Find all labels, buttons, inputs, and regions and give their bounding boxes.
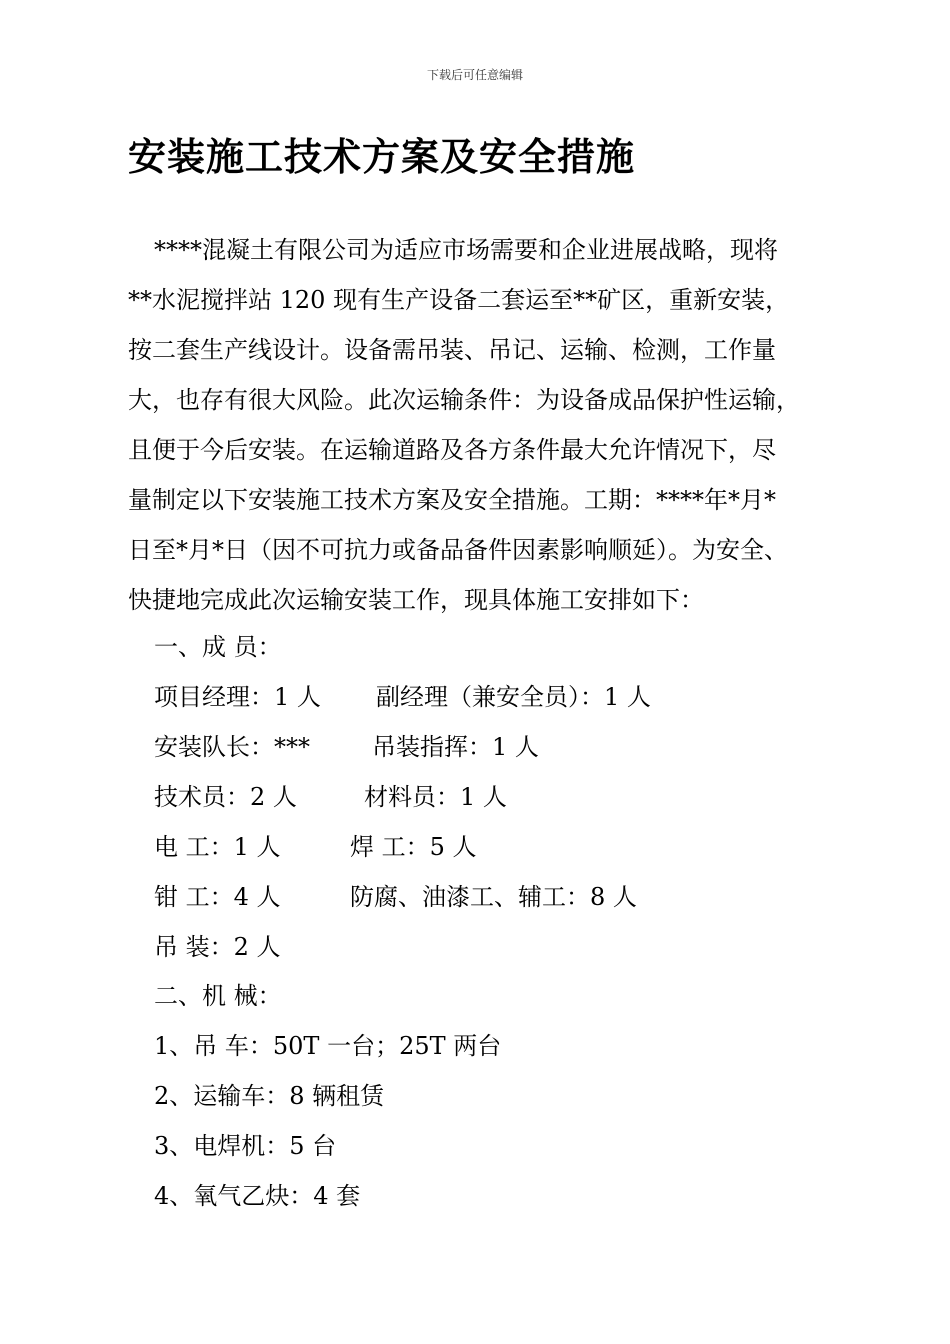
intro-line: 量制定以下安装施工技术方案及安全措施。工期：****年*月* (128, 486, 776, 514)
intro-line: **水泥搅拌站 120 现有生产设备二套运至**矿区，重新安装， (128, 286, 790, 314)
member-row (154, 722, 651, 772)
member-left: 技术员：2 人 (154, 783, 297, 811)
member-row (154, 872, 651, 922)
machinery-item: 2、运输车：8 辆租赁 (154, 1082, 385, 1110)
intro-paragraph (128, 225, 838, 625)
members-section (154, 622, 651, 972)
intro-line: 快捷地完成此次运输安装工作，现具体施工安排如下： (128, 586, 704, 614)
member-left: 安装队长：*** (154, 733, 310, 761)
intro-line: 且便于今后安装。在运输道路及各方条件最大允许情况下，尽 (128, 436, 776, 464)
machinery-item: 3、电焊机：5 台 (154, 1132, 337, 1160)
member-right: 吊装指挥：1 人 (372, 733, 539, 761)
member-row (154, 772, 651, 822)
member-row (154, 922, 651, 972)
members-heading: 一、成 员： (154, 633, 282, 661)
intro-line: ****混凝土有限公司为适应市场需要和企业进展战略，现将 (154, 236, 778, 264)
document-title: 安装施工技术方案及安全措施 (128, 134, 636, 179)
member-right: 防腐、油漆工、辅工：8 人 (350, 883, 637, 911)
member-right: 副经理（兼安全员）：1 人 (376, 683, 651, 711)
machinery-section (154, 971, 501, 1221)
member-row (154, 672, 651, 722)
machinery-item: 4、氧气乙炔：4 套 (154, 1182, 361, 1210)
header-note: 下载后可任意编辑 (426, 68, 523, 82)
member-left: 项目经理：1 人 (154, 683, 321, 711)
member-right: 焊 工：5 人 (350, 833, 477, 861)
machinery-item: 1、吊 车：50T 一台；25T 两台 (154, 1032, 502, 1060)
intro-line: 日至*月*日（因不可抗力或备品备件因素影响顺延）。为安全、 (128, 536, 788, 564)
member-right: 材料员：1 人 (364, 783, 507, 811)
intro-line: 按二套生产线设计。设备需吊装、吊记、运输、检测，工作量 (128, 336, 776, 364)
member-row (154, 822, 651, 872)
intro-line: 大，也存有很大风险。此次运输条件：为设备成品保护性运输， (128, 386, 800, 414)
member-left: 吊 装：2 人 (154, 933, 281, 961)
member-left: 钳 工：4 人 (154, 883, 281, 911)
member-left: 电 工：1 人 (154, 833, 281, 861)
machinery-heading: 二、机 械： (154, 982, 282, 1010)
